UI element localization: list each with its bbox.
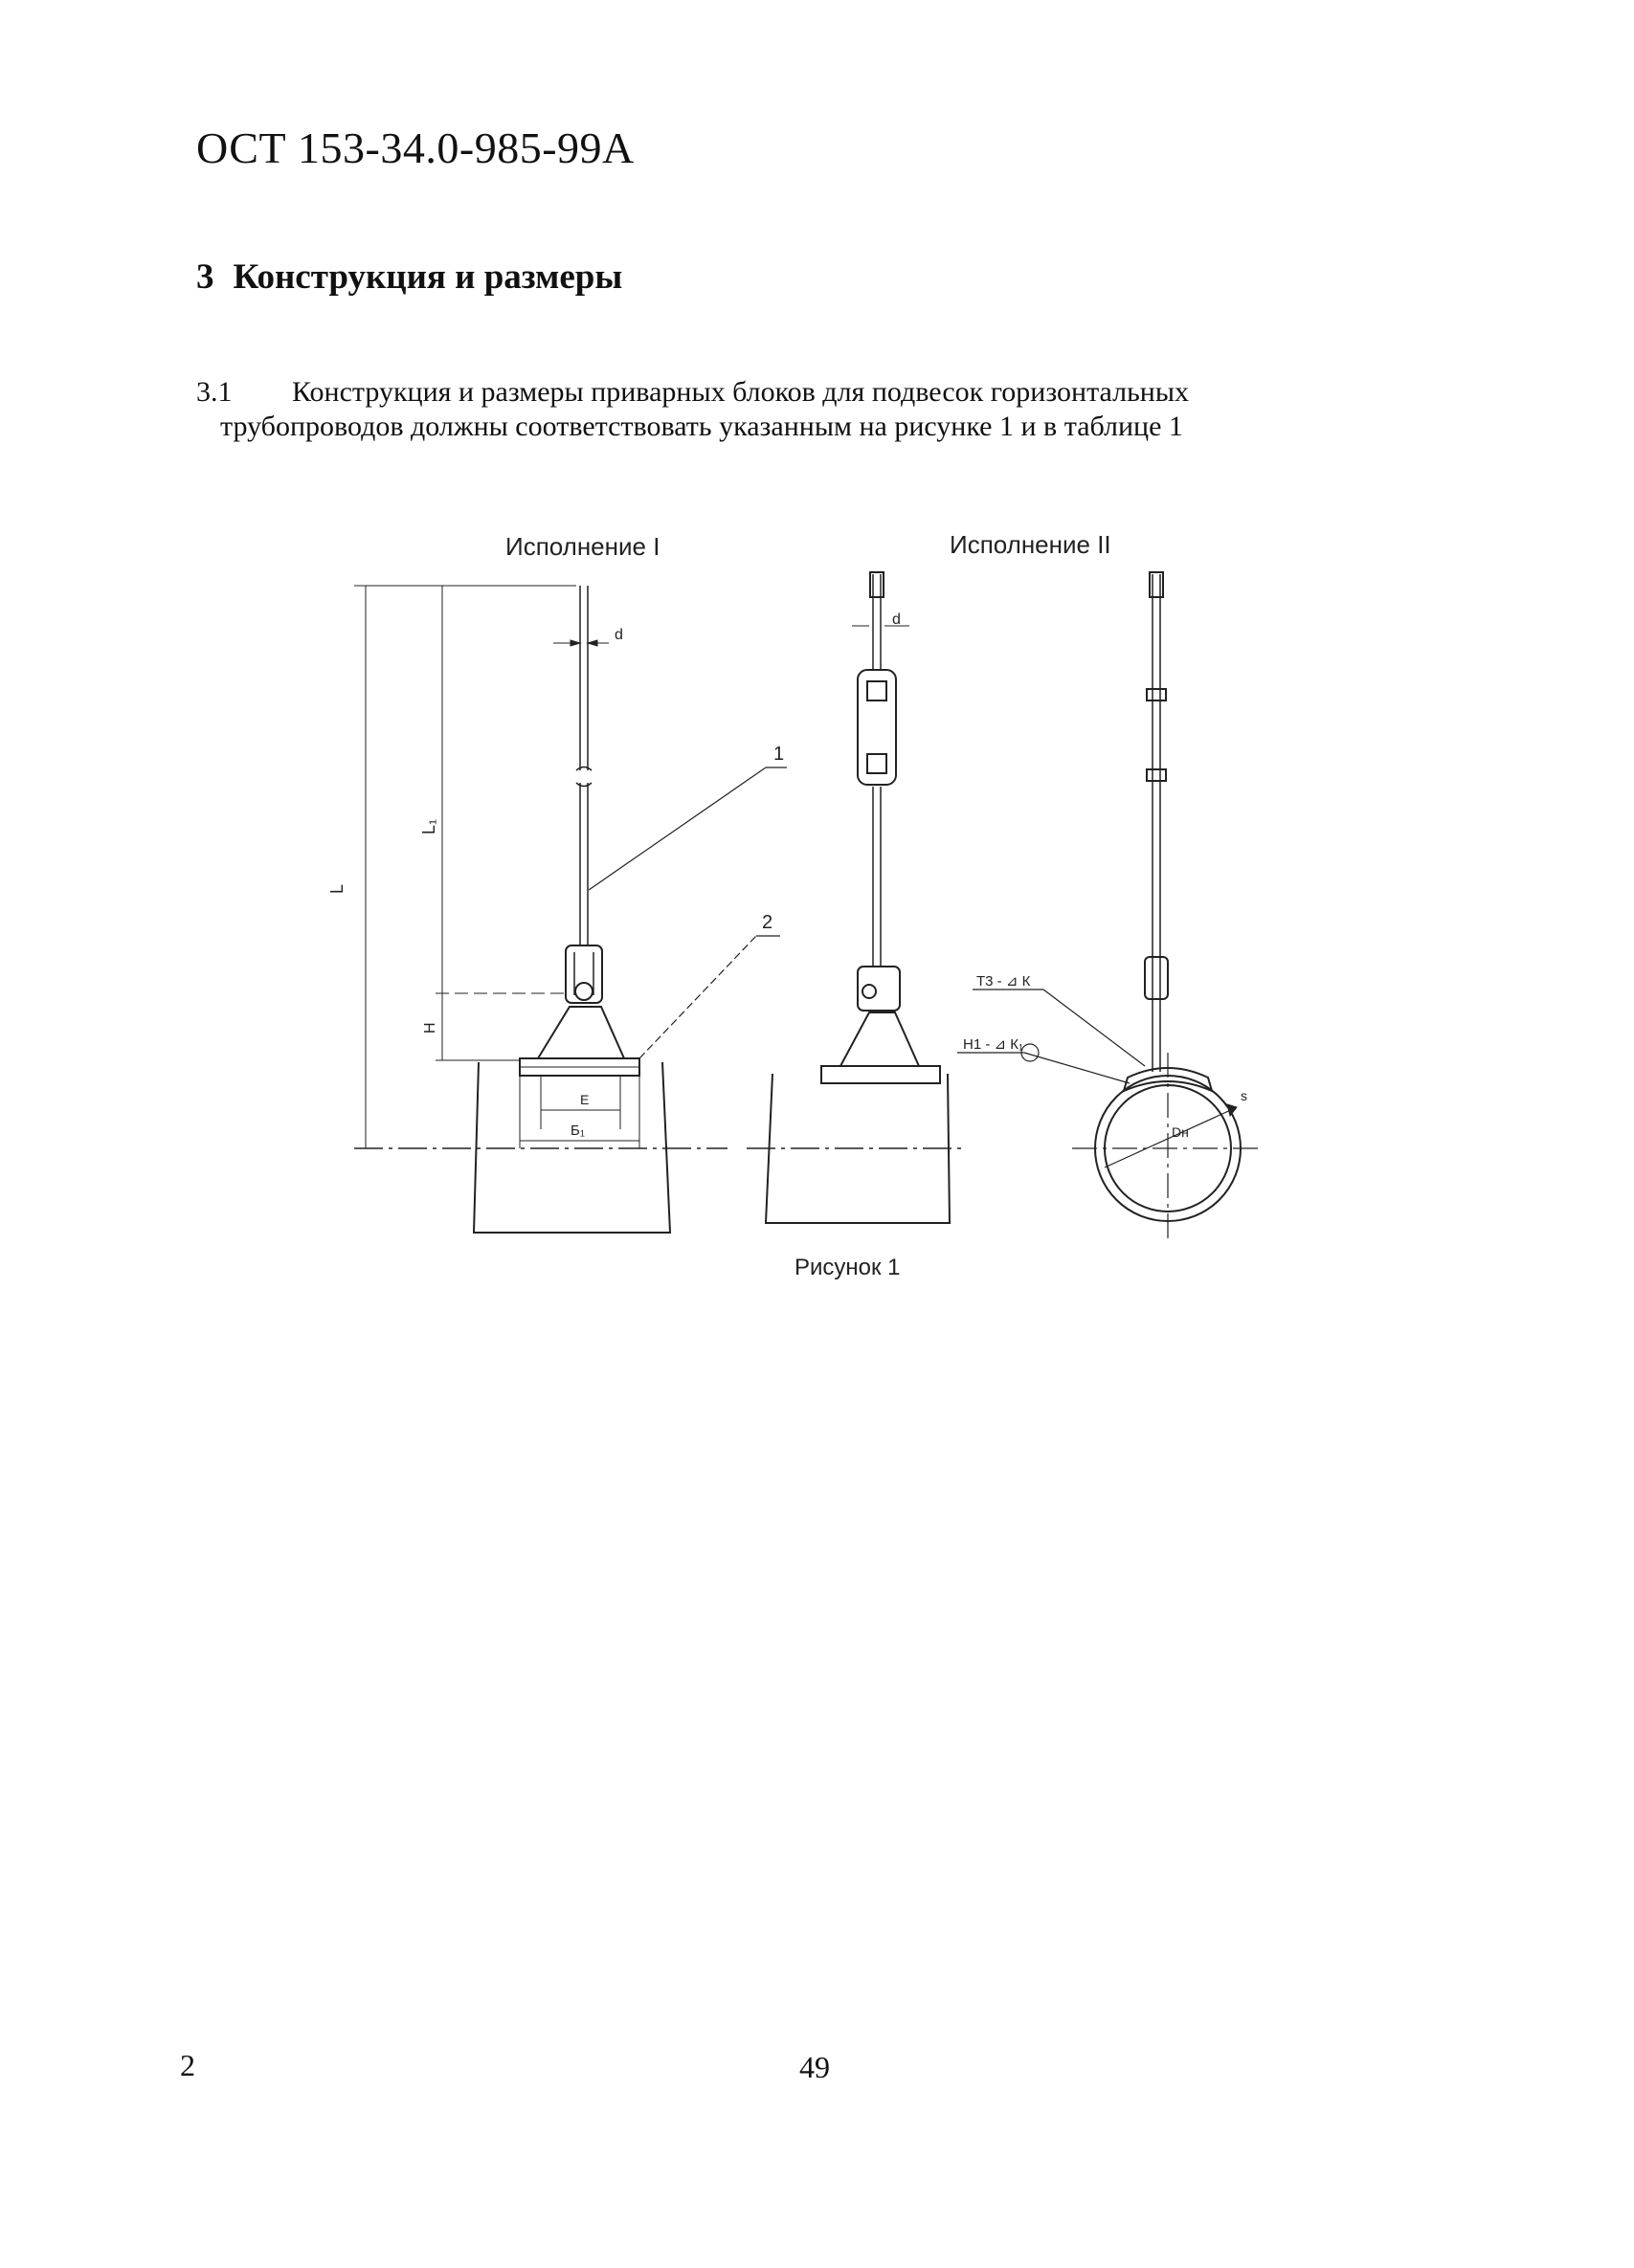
variant-2-title: Исполнение II (950, 530, 1111, 559)
section-heading (196, 256, 622, 298)
clause-text-1: Конструкция и размеры приварных блоков для подвесок горизонтальных (292, 376, 1190, 408)
document-code: ОСТ 153-34.0-985-99А (196, 123, 635, 172)
dim-E-label: E (580, 1092, 590, 1107)
variant-2-block-base (821, 1066, 940, 1083)
variant-1-pipe (474, 1062, 670, 1233)
variant-1-clevis (566, 945, 602, 1003)
clause-line-2: трубопроводов должны соответствовать указанным на рисунке 1 и в таблице 1 (220, 411, 1183, 442)
dim-Dn-label: Dн (1172, 1124, 1189, 1140)
position-2-label: 2 (762, 912, 773, 933)
page-number: 49 (799, 2050, 830, 2084)
position-1-label: 1 (773, 744, 785, 765)
dim-d-label-1: d (615, 627, 623, 643)
variant-2-side-drawing (747, 572, 967, 1223)
dim-s-label: s (1241, 1088, 1247, 1103)
variant-1-title: Исполнение I (505, 532, 660, 561)
clause-number: 3.1 (196, 376, 233, 408)
weld-label-1: Т3 - ⊿ К (976, 973, 1031, 989)
dim-d-label-2: d (892, 611, 901, 628)
dim-H-label: H (422, 1022, 438, 1034)
section-number: 3 (196, 257, 214, 297)
variant-2-block-plate (840, 1012, 919, 1066)
hanger-drawing (316, 517, 1302, 1301)
dim-B1-label: Б₁ (571, 1123, 585, 1139)
dim-L-label: L (327, 883, 347, 894)
variant-1-block-plate (538, 1007, 624, 1058)
variant-2-turnbuckle (858, 670, 896, 785)
variant-2-section-drawing (957, 572, 1264, 1244)
dim-L1-label: L₁ (419, 818, 438, 834)
figure-1 (316, 517, 1302, 1301)
clause-paragraph (196, 375, 1189, 444)
figure-caption: Рисунок 1 (795, 1255, 901, 1280)
weld-label-2: Н1 - ⊿ К₁ (963, 1036, 1024, 1053)
section-title-text: Конструкция и размеры (233, 257, 623, 297)
clause-line-1 (196, 375, 1189, 410)
footer-left-number: 2 (180, 2048, 195, 2082)
variant-1-pin (575, 983, 593, 1000)
